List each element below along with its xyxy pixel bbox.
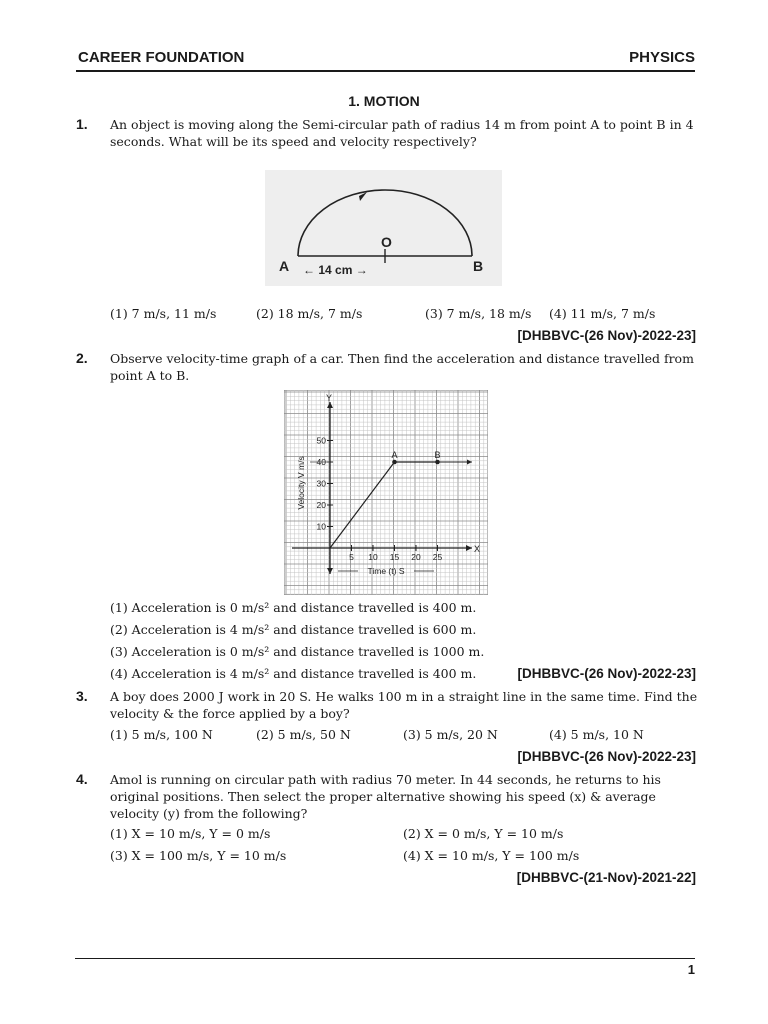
x-tick-label: 10 (368, 552, 378, 562)
q2-reference: [DHBBVC-(26 Nov)-2022-23] (517, 666, 696, 681)
y-tick-label: 20 (316, 500, 326, 510)
measure-label: ← 14 cm → (303, 263, 368, 277)
q3-option-4: (4) 5 m/s, 10 N (549, 727, 644, 742)
q3-option-3: (3) 5 m/s, 20 N (403, 727, 498, 742)
question-4-text: Amol is running on circular path with radius 70 meter. In 44 seconds, he returns to his original positions. Then select the proper alternative showing his speed (x) & average velocity (y) from the following? (110, 772, 661, 821)
q1-option-4: (4) 11 m/s, 7 m/s (549, 306, 656, 321)
page-header (76, 48, 695, 72)
q4-option-1: (1) X = 10 m/s, Y = 0 m/s (110, 826, 271, 841)
q3-option-2: (2) 5 m/s, 50 N (256, 727, 351, 742)
x-tick-label: 20 (411, 552, 421, 562)
velocity-time-graph (284, 390, 488, 595)
question-4-number: 4. (76, 771, 88, 787)
q3-reference: [DHBBVC-(26 Nov)-2022-23] (517, 749, 696, 764)
question-3-number: 3. (76, 688, 88, 704)
chapter-title: 1. MOTION (348, 93, 420, 109)
point-b-label: B (473, 258, 484, 274)
q2-option-3: (3) Acceleration is 0 m/s² and distance travelled is 1000 m. (110, 644, 485, 659)
question-1-number: 1. (76, 116, 88, 132)
q4-option-2: (2) X = 0 m/s, Y = 10 m/s (403, 826, 564, 841)
header-subject: PHYSICS (629, 49, 695, 66)
q2-option-2: (2) Acceleration is 4 m/s² and distance travelled is 600 m. (110, 622, 477, 637)
semicircle-figure (265, 170, 502, 286)
question-1-text: An object is moving along the Semi-circular path of radius 14 m from point A to point B in 4 seconds. What will be its speed and velocity respectively? (110, 117, 694, 149)
question-2-text: Observe velocity-time graph of a car. Then find the acceleration and distance travelled from point A to B. (110, 351, 694, 383)
q3-option-1: (1) 5 m/s, 100 N (110, 727, 213, 742)
question-2-number: 2. (76, 350, 88, 366)
q2-option-4: (4) Acceleration is 4 m/s² and distance travelled is 400 m. (110, 666, 477, 681)
center-o-label: O (381, 234, 392, 250)
q1-option-3: (3) 7 m/s, 18 m/s (425, 306, 532, 321)
y-axis-label: Velocity V m/s (296, 456, 306, 510)
y-tick-label: 40 (316, 457, 326, 467)
q4-option-3: (3) X = 100 m/s, Y = 10 m/s (110, 848, 287, 863)
q1-option-2: (2) 18 m/s, 7 m/s (256, 306, 363, 321)
y-axis-name: Y (326, 393, 333, 403)
x-tick-label: 15 (389, 552, 400, 562)
x-axis-label: Time (t) S (367, 566, 405, 576)
question-3-text: A boy does 2000 J work in 20 S. He walks 100 m in a straight line in the same time. Find the velocity & the force applied by a boy? (110, 689, 698, 721)
point-label-b: B (434, 450, 441, 460)
point-a-label: A (279, 258, 290, 274)
point-b (435, 460, 440, 465)
q1-option-1: (1) 7 m/s, 11 m/s (110, 306, 217, 321)
y-tick-label: 10 (316, 521, 326, 532)
q4-option-4: (4) X = 10 m/s, Y = 100 m/s (403, 848, 580, 863)
header-brand: CAREER FOUNDATION (78, 49, 245, 66)
q2-option-1: (1) Acceleration is 0 m/s² and distance travelled is 400 m. (110, 600, 477, 615)
point-label-a: A (391, 450, 398, 460)
q1-reference: [DHBBVC-(26 Nov)-2022-23] (517, 328, 696, 343)
y-tick-label: 30 (316, 478, 326, 489)
q4-reference: [DHBBVC-(21-Nov)-2021-22] (516, 870, 696, 885)
point-a (392, 460, 397, 465)
x-tick-label: 5 (349, 552, 354, 562)
footer-divider (75, 958, 695, 959)
page-number: 1 (687, 962, 695, 977)
y-tick-label: 50 (316, 435, 326, 446)
x-axis-name: X (474, 544, 481, 554)
x-tick-label: 25 (432, 552, 443, 562)
